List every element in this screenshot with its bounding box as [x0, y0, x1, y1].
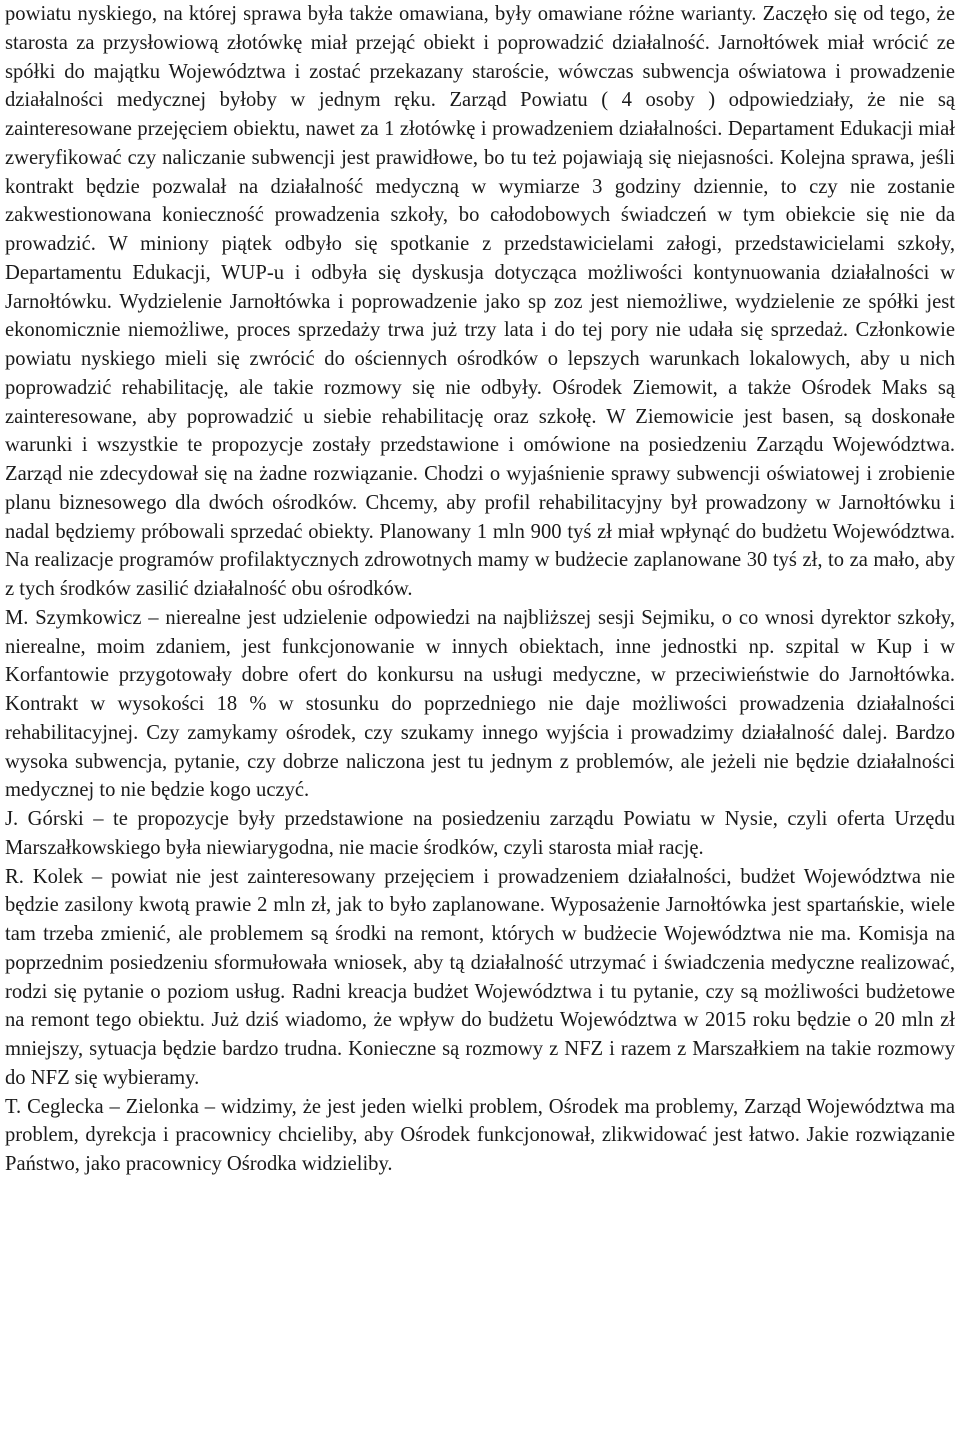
paragraph-gorski: J. Górski – te propozycje były przedstawione na posiedzeniu zarządu Powiatu w Nysie, czyli oferta Urzędu Marszałkowskiego była niewiarygodna, nie macie środków, czyli starosta miał rację. [5, 808, 955, 859]
paragraph-kolek: R. Kolek – powiat nie jest zainteresowany przejęciem i prowadzeniem działalności, budżet Województwa nie będzie zasilony kwotą prawie 2 mln zł, jak to było zaplanowane. Wyposażenie Jarnołtówka jest spartańskie, wiele tam trzeba zmienić, ale problemem są środki na remont, których w budżecie Województwa nie ma. Komisja na poprzednim posiedzeniu sformułowała wniosek, aby tą działalność utrzymać i świadczenia medyczne realizować, rodzi się pytanie o poziom usług. Radni kreacja budżet Województwa i tu pytanie, czy są możliwości budżetowe na remont tego obiektu. Już dziś wiadomo, że wpływ do budżetu Województwa w 2015 roku będzie o 20 mln zł mniejszy, sytuacja będzie bardzo trudna. Konieczne są rozmowy z NFZ i razem z Marszałkiem na takie rozmowy do NFZ się wybieramy. [5, 865, 955, 1089]
paragraph-starosta-discussion: powiatu nyskiego, na której sprawa była także omawiana, były omawiane różne warianty. Zaczęło się od tego, że starosta za przysłowiową złotówkę miał przejąć obiekt i poprowadzić działalność. Jarnołtówek miał wrócić ze spółki do majątku Województwa i zostać przekazany staroście, wówczas subwencja oświatowa i prowadzenie działalności medycznej byłoby w jednym ręku. Zarząd Powiatu ( 4 osoby ) odpowiedziały, że nie są zainteresowane przejęciem obiektu, nawet za 1 złotówkę i prowadzeniem działalności. Departament Edukacji miał zweryfikować czy naliczanie subwencji jest prawidłowe, bo tu też pojawiają się niejasności. Kolejna sprawa, jeśli kontrakt będzie pozwalał na działalność medyczną w wymiarze 3 godziny dziennie, to czy nie zostanie zakwestionowana konieczność prowadzenia szkoły, bo całodobowych świadczeń w tym obiekcie się nie da prowadzić. W miniony piątek odbyło się spotkanie z przedstawicielami załogi, przedstawicielami szkoły, Departamentu Edukacji, WUP-u i odbyła się dyskusja dotycząca możliwości kontynuowania działalności w Jarnołtówku. Wydzielenie Jarnołtówka i poprowadzenie jako sp zoz jest niemożliwe, wydzielenie ze spółki jest ekonomicznie niemożliwe, proces sprzedaży trwa już trzy lata i do tej pory nie udała się sprzedaż. Członkowie powiatu nyskiego mieli się zwrócić do ościennych ośrodków o lepszych warunkach lokalowych, aby u nich poprowadzić rehabilitację, ale takie rozmowy się nie odbyły. Ośrodek Ziemowit, a także Ośrodek Maks są zainteresowane, aby poprowadzić u siebie rehabilitację oraz szkołę. W Ziemowicie jest basen, są doskonałe warunki i wszystkie te propozycje zostały przedstawione i omówione na posiedzeniu Zarządu Województwa. Zarząd nie zdecydował się na żadne rozwiązanie. Chodzi o wyjaśnienie sprawy subwencji oświatowej i zrobienie planu biznesowego dla dwóch ośrodków. Chcemy, aby profil rehabilitacyjny był prowadzony w Jarnołtówku i nadal będziemy próbowali sprzedać obiekty. Planowany 1 mln 900 tyś zł miał wpłynąć do budżetu Województwa. Na realizacje programów profilaktycznych zdrowotnych mamy w budżecie zaplanowane 30 tyś zł, to za mało, aby z tych środków zasilić działalność obu ośrodków. [5, 3, 955, 600]
document-page [5, 0, 955, 1179]
paragraph-ceglecka-zielonka: T. Ceglecka – Zielonka – widzimy, że jest jeden wielki problem, Ośrodek ma problemy, Zarząd Województwa ma problem, dyrekcja i pracownicy chcieliby, aby Ośrodek funkcjonował, zlikwidować jest łatwo. Jakie rozwiązanie Państwo, jako pracownicy Ośrodka widzieliby. [5, 1095, 955, 1175]
paragraph-szymkowicz: M. Szymkowicz – nierealne jest udzielenie odpowiedzi na najbliższej sesji Sejmiku, o co wnosi dyrektor szkoły, nierealne, moim zdaniem, jest funkcjonowanie w innych obiektach, inne jednostki np. szpital w Kup i w Korfantowie przygotowały dobre ofert do konkursu na usługi medyczne, w przeciwieństwie do Jarnołtówka. Kontrakt w wysokości 18 % w stosunku do poprzedniego nie daje możliwości prowadzenia działalności rehabilitacyjnej. Czy zamykamy ośrodek, czy szukamy innego wyjścia i prowadzimy działalność dalej. Bardzo wysoka subwencja, pytanie, czy dobrze naliczona jest tu jednym z problemów, ale jeżeli nie będzie działalności medycznej to nie będzie kogo uczyć. [5, 606, 955, 802]
